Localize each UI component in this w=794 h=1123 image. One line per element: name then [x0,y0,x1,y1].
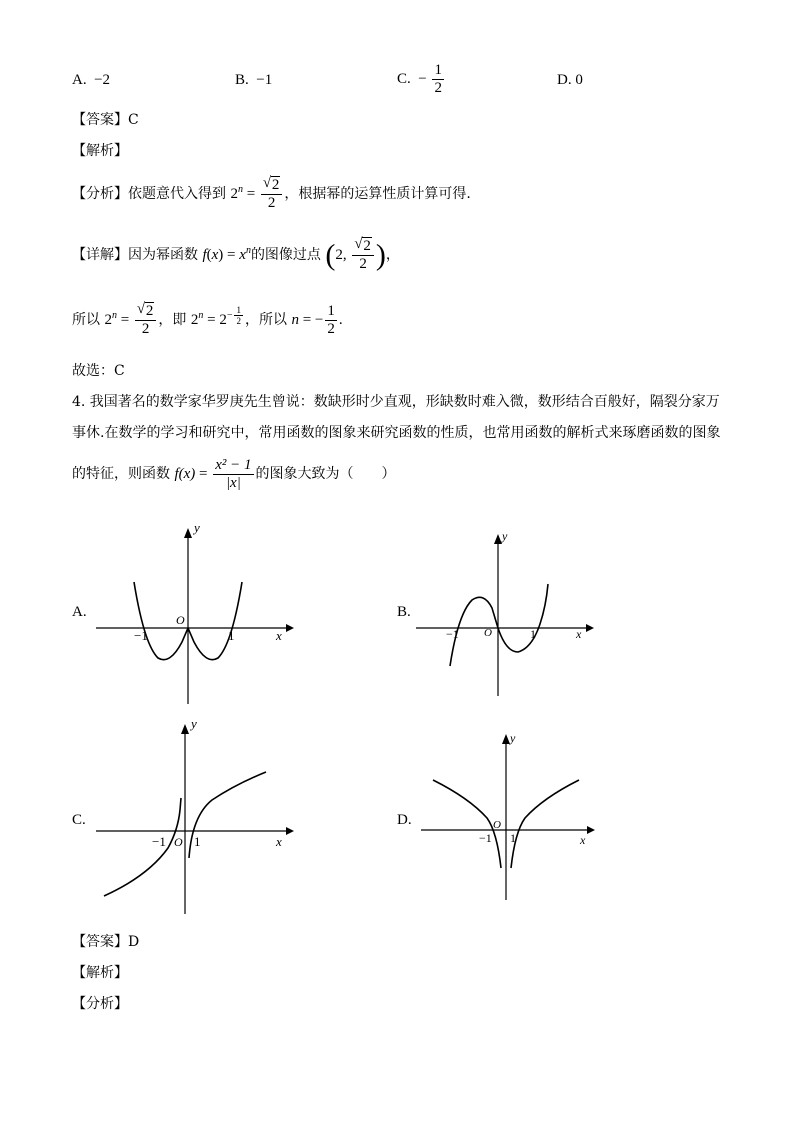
q4-fenxi-header: 【分析】 [72,996,128,1012]
math-equals: = [120,311,130,328]
option-a-value: −2 [94,72,111,88]
option-d-value: 0 [575,72,583,88]
math-func: f [202,246,207,263]
math-equals: = [227,246,236,263]
exp-fraction [234,305,243,326]
graph-a-label: A. [72,604,87,620]
y-label: y [502,530,508,543]
math-exponent: n [237,183,243,195]
option-c-denominator: 2 [434,80,442,96]
so-mid2: ，所以 [244,311,287,328]
function-fraction [213,457,253,492]
one-label: 1 [510,831,516,845]
denominator: 2 [327,321,335,337]
option-b-value: −1 [256,72,273,88]
option-d [557,72,583,89]
y-label: y [194,520,200,535]
x-label: x [576,627,582,641]
so-tail: . [338,311,343,328]
one-label: 1 [530,627,536,641]
math-exponent: n [245,244,251,256]
graph-c-label: C. [72,812,86,828]
option-c-sign: − [418,70,427,87]
one-label: 1 [228,628,235,643]
neg-one-label: −1 [152,834,166,849]
math-func: f(x) [174,465,196,482]
so-mid1: ，即 [158,311,187,328]
origin-label: O [176,613,185,627]
exp-denominator: 2 [236,316,241,327]
graph-d-label: D. [397,812,412,828]
point-x: 2, [335,246,347,263]
option-c [397,62,446,97]
q3-detail: 【详解】因为幂函数 $f(x) = x^n$的图像过点 (2, √ 2 2 )， [72,236,400,272]
q4-line3 [72,457,396,492]
q4-analysis-header: 【解析】 [72,965,128,981]
x-label: x [276,628,282,643]
q3-so [72,303,343,338]
numerator: x² − 1 [215,457,252,473]
denominator: 2 [141,321,150,337]
x-label: x [276,834,282,849]
denominator: |x| [225,475,241,491]
math-exponent: n [111,309,117,321]
q4-line3-tail: 的图象大致为（ ） [255,465,396,482]
fenxi-label: 【分析】 [72,185,128,202]
math-base2: 2 [190,311,199,328]
neg-one-label: −1 [446,627,459,641]
math-equals3: = [302,311,312,328]
exp-numerator: 1 [236,305,241,316]
detail-lead: 因为幂函数 [128,246,198,263]
point-y-fraction: √ 2 2 [352,238,374,273]
q3-answer [72,109,139,129]
numerator: 2 [363,238,371,254]
origin-label: O [484,627,492,639]
x-label: x [580,833,586,847]
detail-label: 【详解】 [72,246,128,263]
q4-line2: 事休.在数学的学习和研究中，常用函数的图象来研究函数的性质，也常用函数的解析式来琢磨函数的图象 [72,425,721,441]
math-exponent2: n [198,309,204,321]
math-arg: x [211,246,219,263]
q4-line1: 4. 我国著名的数学家华罗庚先生曾说：数缺形时少直观，形缺数时难入微，数形结合百般好，隔裂分家万 [72,394,720,410]
q4-answer [72,931,139,951]
denominator: 2 [359,256,367,272]
denominator: 2 [267,195,276,211]
one-label: 1 [194,834,201,849]
math-base3: 2 [219,311,227,328]
q3-fenxi [72,177,471,212]
option-a-label: A. [72,72,87,88]
math-base: x [239,246,246,263]
q3-choice: 故选：C [72,363,125,379]
answer-label: 【答案】 [72,112,128,128]
neg-one-label: −1 [134,628,148,643]
answer-value: D [128,934,140,950]
graph-b [410,530,600,700]
one-half [325,303,337,338]
exp-sign: − [226,309,233,321]
numerator: 2 [271,177,280,193]
math-sign: − [314,311,324,328]
fenxi-tail: ，根据幂的运算性质计算可得. [284,185,471,202]
math-base: 2 [230,185,238,202]
numerator: 1 [327,303,335,319]
math-base: 2 [104,311,112,328]
option-d-label: D. [557,72,572,88]
option-a [72,72,110,89]
graph-b-label: B. [397,604,411,620]
math-var: n [291,311,299,328]
math-equals2: = [207,311,216,328]
answer-value: C [128,112,139,128]
origin-label: O [174,835,183,849]
q3-analysis-header: 【解析】 [72,143,128,159]
numerator: 2 [145,303,154,319]
y-label: y [191,718,197,731]
q4-line3-lead: 的特征，则函数 [72,465,170,482]
fenxi-lead: 依题意代入得到 [128,185,226,202]
option-b [235,72,272,89]
sqrt2-over-2: √ 2 2 [261,177,283,212]
math-equals: = [199,465,208,482]
y-label: y [510,731,516,745]
math-equals: = [246,185,256,202]
answer-label: 【答案】 [72,934,128,950]
origin-label: O [493,819,501,831]
option-c-numerator: 1 [434,62,442,78]
option-c-fraction [432,62,444,97]
detail-mid: 的图像过点 [250,246,321,263]
so-lead: 所以 [72,311,100,328]
graph-c [90,718,300,918]
option-b-label: B. [235,72,249,88]
option-c-label: C. [397,70,411,87]
graph-d [415,730,600,905]
sqrt2-over-2: √ 2 2 [135,303,157,338]
neg-one-label: −1 [479,831,492,845]
detail-tail: ， [385,246,400,263]
graph-a [90,520,300,710]
